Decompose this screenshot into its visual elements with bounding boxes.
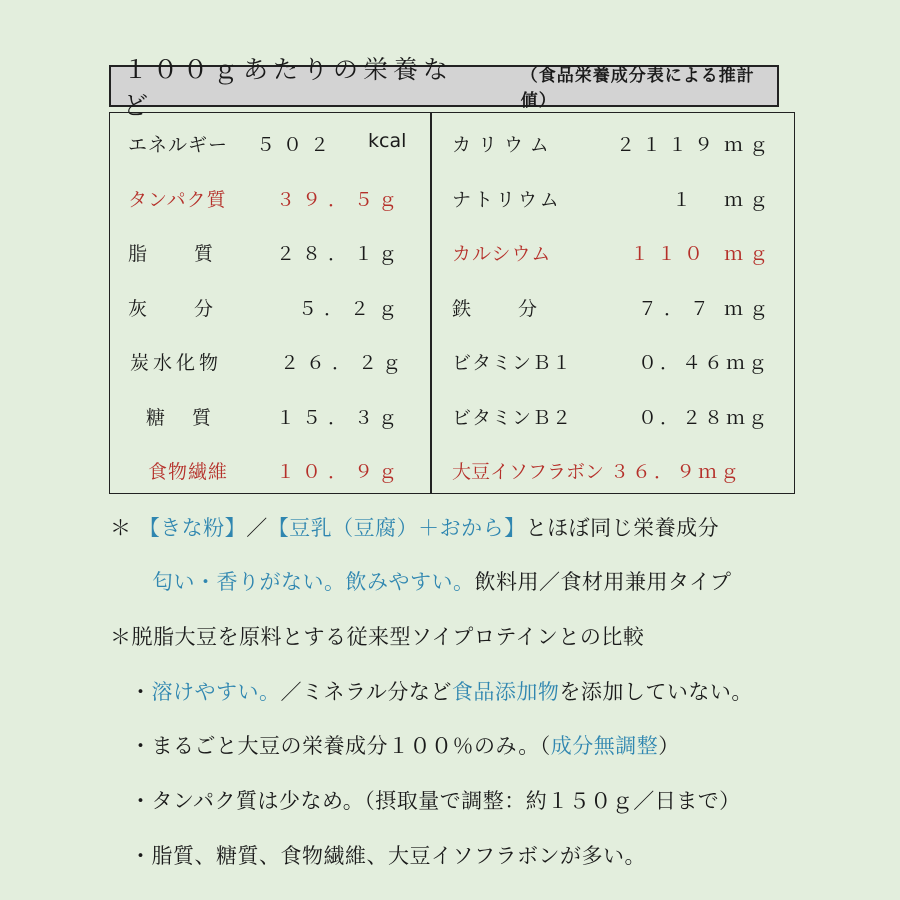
note-4-additives: 食品添加物 — [451, 680, 560, 704]
left-value-fat: ２８．１ — [276, 243, 381, 265]
right-name-isoflavone: 大豆イソフラボン — [452, 461, 605, 483]
note-line-2 — [152, 566, 731, 596]
nutrition-table — [109, 112, 795, 494]
left-unit-energy: kcal — [368, 130, 407, 152]
note-line-1 — [110, 512, 719, 542]
note-5-head: ・まるごと大豆の栄養成分１００％のみ。（ — [130, 734, 551, 758]
left-unit-carbs: ｇ — [382, 352, 402, 374]
right-value-iron: ７．７ — [638, 298, 717, 320]
note-line-4 — [130, 676, 753, 706]
note-1-kinako: 【きな粉】 — [138, 516, 247, 540]
right-value-potassium: ２１１９ — [616, 134, 721, 156]
right-name-vitamin-b2: ビタミンＢ２ — [452, 407, 573, 429]
left-name-ash: 灰 分 — [128, 298, 217, 320]
left-unit-fat: ｇ — [378, 243, 398, 265]
left-unit-protein: ｇ — [378, 189, 398, 211]
left-name-fiber: 食物繊維 — [148, 461, 229, 483]
right-name-potassium: カリウム — [452, 134, 556, 156]
right-unit-calcium: ｍｇ — [724, 243, 775, 265]
right-unit-sodium: ｍｇ — [724, 189, 775, 211]
note-4-bullet: ・ — [130, 680, 152, 704]
note-4-tail: を添加していない。 — [559, 680, 753, 704]
left-value-carbs: ２６．２ — [280, 352, 385, 374]
table-divider — [430, 113, 432, 493]
left-value-protein: ３９．５ — [276, 189, 381, 211]
left-unit-ash: ｇ — [378, 298, 398, 320]
right-unit-iron: ｍｇ — [724, 298, 775, 320]
left-name-fat: 脂 質 — [128, 243, 217, 265]
note-1-soymilk: 【豆乳（豆腐）＋おから】 — [267, 516, 526, 540]
right-value-vitamin-b1: ０．４６ｍｇ — [638, 352, 771, 374]
right-name-sodium: ナトリウム — [452, 189, 562, 211]
left-value-energy: ５０２ — [256, 134, 338, 156]
left-unit-sugar: ｇ — [378, 407, 398, 429]
right-name-calcium: カルシウム — [452, 243, 552, 265]
right-value-calcium: １１０ — [630, 243, 712, 265]
note-5-tail: ） — [658, 734, 680, 758]
title-main: １００ｇあたりの栄養など — [123, 55, 454, 120]
right-unit-potassium: ｍｇ — [724, 134, 775, 156]
note-line-5 — [130, 730, 680, 760]
title-box — [109, 55, 779, 120]
note-4-mid: ／ミネラル分など — [280, 680, 452, 704]
right-value-isoflavone: ３６．９ｍｇ — [610, 461, 743, 483]
right-value-sodium: １ — [672, 189, 692, 211]
left-name-protein: タンパク質 — [128, 189, 227, 211]
note-5-unadjusted: 成分無調整 — [550, 734, 659, 758]
right-name-vitamin-b1: ビタミンＢ１ — [452, 352, 573, 374]
left-value-ash: ５．２ — [298, 298, 377, 320]
left-name-sugar: 糖 質 — [146, 407, 216, 429]
left-unit-fiber: ｇ — [378, 461, 398, 483]
note-1-star: ＊ — [110, 516, 132, 540]
right-value-vitamin-b2: ０．２８ｍｇ — [638, 407, 771, 429]
note-line-3: ＊脱脂大豆を原料とする従来型ソイプロテインとの比較 — [110, 625, 645, 649]
note-1-slash: ／ — [246, 516, 268, 540]
left-name-carbs: 炭水化物 — [130, 352, 223, 374]
note-2-usage: 飲料用／食材用兼用タイプ — [474, 570, 732, 594]
left-value-sugar: １５．３ — [276, 407, 381, 429]
note-1-tail: とほぼ同じ栄養成分 — [525, 516, 720, 540]
note-2-odorless: 匂い・香りがない。飲みやすい。 — [152, 570, 475, 594]
note-4-soluble: 溶けやすい。 — [151, 680, 281, 704]
left-name-energy: エネルギー — [128, 134, 229, 156]
right-name-iron: 鉄 分 — [452, 298, 541, 320]
left-value-fiber: １０．９ — [276, 461, 381, 483]
note-line-7: ・脂質、糖質、食物繊維、大豆イソフラボンが多い。 — [130, 844, 646, 868]
note-line-6: ・タンパク質は少なめ。（摂取量で調整：約１５０ｇ／日まで） — [130, 789, 741, 813]
title-sub: （食品栄養成分表による推計値） — [520, 66, 755, 111]
